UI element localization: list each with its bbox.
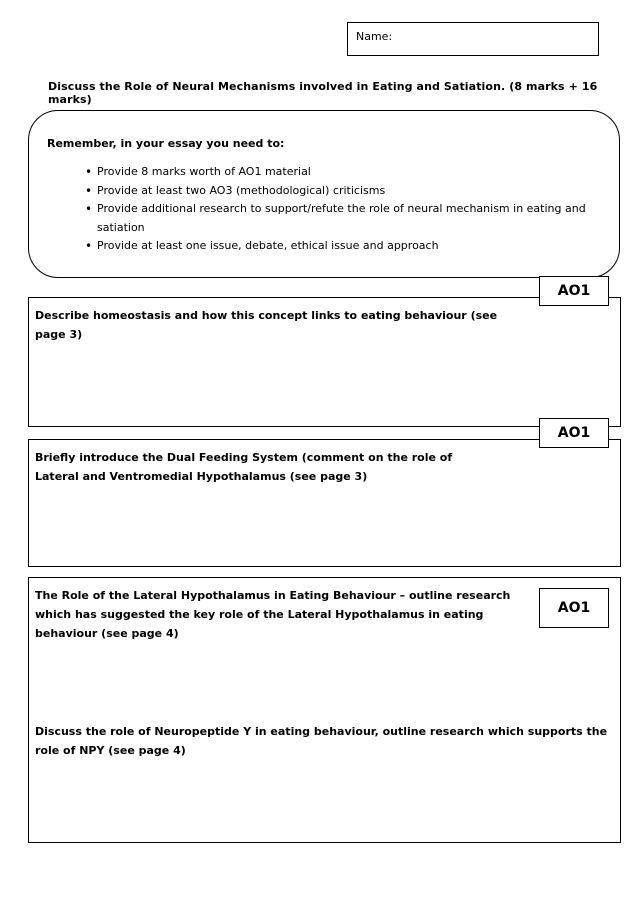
reminder-box: [28, 110, 620, 278]
reminder-list: [47, 163, 601, 256]
reminder-heading: Remember, in your essay you need to:: [47, 137, 285, 150]
essay-title: Discuss the Role of Neural Mechanisms involved in Eating and Satiation. (8 marks + 16 marks): [48, 80, 598, 106]
lateral-hypothalamus-prompt: The Role of the Lateral Hypothalamus in Eating Behaviour – outline research which has suggested the key role of the Lateral Hypothalamus in eating behaviour (see page 4): [35, 589, 511, 640]
homeostasis-prompt: Describe homeostasis and how this concept links to eating behaviour (see page 3): [35, 309, 498, 341]
homeostasis-answer-box[interactable]: [28, 297, 621, 427]
dual-feeding-prompt: Briefly introduce the Dual Feeding System (comment on the role of Lateral and Ventromedial Hypothalamus (see page 3): [35, 451, 453, 483]
list-item: • Provide additional research to support/refute the role of neural mechanism in eating and satiation: [87, 200, 601, 237]
name-label: Name:: [356, 30, 393, 43]
lateral-hypothalamus-answer-box[interactable]: [28, 577, 621, 843]
ao1-badge: AO1: [539, 418, 609, 448]
npy-prompt: Discuss the role of Neuropeptide Y in eating behaviour, outline research which supports the role of NPY (see page 4): [35, 725, 608, 757]
name-field[interactable]: [347, 22, 599, 56]
list-item: • Provide 8 marks worth of AO1 material: [87, 163, 601, 182]
ao1-badge: AO1: [539, 276, 609, 306]
dual-feeding-answer-box[interactable]: [28, 439, 621, 567]
list-item: • Provide at least two AO3 (methodological) criticisms: [87, 182, 601, 201]
ao1-badge: AO1: [539, 588, 609, 628]
list-item: • Provide at least one issue, debate, ethical issue and approach: [87, 237, 601, 256]
